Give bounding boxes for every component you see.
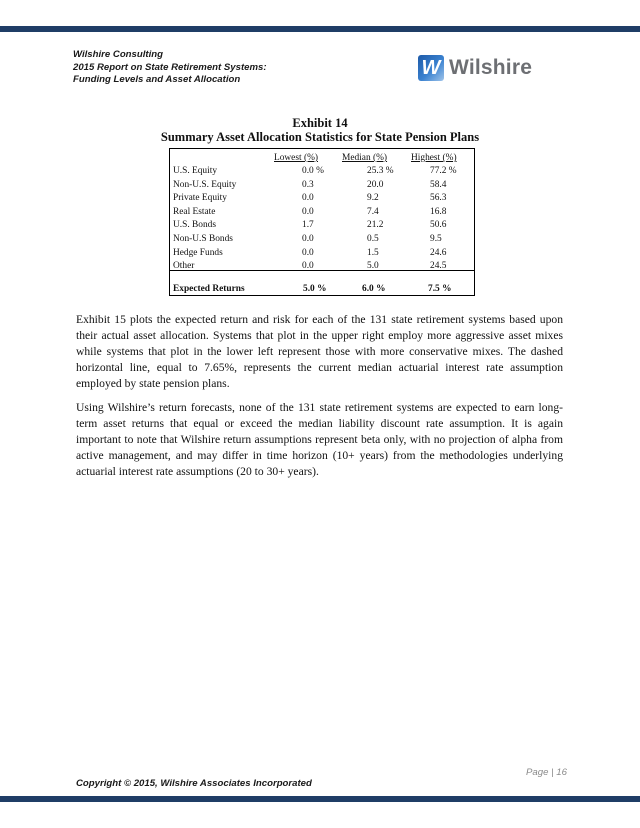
row-lowest: 0.0 xyxy=(302,206,314,217)
row-median: 20.0 xyxy=(367,179,384,190)
page-number: Page | 16 xyxy=(526,767,567,778)
row-median: 9.2 xyxy=(367,193,379,204)
row-lowest: 0.3 xyxy=(302,179,314,190)
row-label: U.S. Equity xyxy=(173,166,218,176)
row-highest: 9.5 xyxy=(430,234,442,244)
row-highest: 58.4 xyxy=(430,179,447,190)
row-highest: 56.3 xyxy=(430,193,447,204)
wilshire-logo-text: Wilshire xyxy=(449,56,533,79)
header-highest: Highest (%) xyxy=(411,153,457,163)
row-highest: 50.6 xyxy=(430,220,447,231)
row-median: 5.0 xyxy=(367,261,379,272)
top-rule xyxy=(0,26,640,32)
body-paragraph-1: Exhibit 15 plots the expected return and risk for each of the 131 state retirement systems based upon their actual asset allocation. Systems that plot in the upper right employ more aggressive asset mixes while systems that plot in the lower left represent those with more conservative mixes. The dashed horizontal line, equal to 7.65%, represents the current median actuarial interest rate assumption employed by state pension plans. xyxy=(76,313,563,390)
row-median: 1.5 xyxy=(367,247,379,258)
expected-returns-label: Expected Returns xyxy=(173,284,245,294)
copyright-notice: Copyright © 2015, Wilshire Associates Incorporated xyxy=(76,778,312,789)
row-median: 0.5 xyxy=(367,234,379,244)
header-lowest: Lowest (%) xyxy=(274,153,318,163)
table-divider xyxy=(170,270,474,271)
row-label: Other xyxy=(173,261,195,272)
row-label: Private Equity xyxy=(173,193,227,204)
wilshire-logo xyxy=(418,55,532,81)
row-lowest: 0.0 xyxy=(302,234,314,244)
wilshire-logo-icon: W xyxy=(418,55,444,81)
bottom-rule xyxy=(0,796,640,802)
body-paragraph-2: Using Wilshire’s return forecasts, none of the 131 state retirement systems are expected to earn long-term asset returns that equal or exceed the median liability discount rate assumption. It is again important to note that Wilshire return assumptions represent beta only, with no projection of alpha from active management, and may differ in time horizon (10+ years) from the methodologies underlying actuarial interest rate assumptions (20 to 30+ years). xyxy=(76,401,563,478)
row-lowest: 1.7 xyxy=(302,220,314,231)
header-line-report: 2015 Report on State Retirement Systems: xyxy=(73,61,267,73)
expected-returns-lowest: 5.0 % xyxy=(303,284,327,294)
header-line-company: Wilshire Consulting xyxy=(73,49,163,60)
expected-returns-median: 6.0 % xyxy=(362,284,386,294)
row-label: Non-U.S Bonds xyxy=(173,234,233,244)
row-label: U.S. Bonds xyxy=(173,220,216,231)
row-lowest: 0.0 xyxy=(302,247,314,258)
expected-returns-highest: 7.5 % xyxy=(428,284,452,294)
row-highest: 77.2 % xyxy=(430,166,457,176)
row-highest: 24.6 xyxy=(430,247,447,258)
document-header xyxy=(73,49,267,87)
row-median: 25.3 % xyxy=(367,166,394,176)
header-line-topic: Funding Levels and Asset Allocation xyxy=(73,74,241,85)
exhibit-subtitle: Summary Asset Allocation Statistics for State Pension Plans xyxy=(160,130,480,144)
header-median: Median (%) xyxy=(342,153,388,163)
row-median: 7.4 xyxy=(367,206,379,217)
row-lowest: 0.0 xyxy=(302,261,314,272)
row-highest: 24.5 xyxy=(430,261,447,272)
row-lowest: 0.0 % xyxy=(302,166,324,176)
asset-allocation-table xyxy=(169,148,475,296)
row-median: 21.2 xyxy=(367,220,384,231)
row-lowest: 0.0 xyxy=(302,193,314,204)
row-label: Hedge Funds xyxy=(173,247,223,258)
exhibit-title: Exhibit 14 xyxy=(292,116,348,130)
row-label: Non-U.S. Equity xyxy=(173,179,237,190)
row-highest: 16.8 xyxy=(430,206,447,217)
row-label: Real Estate xyxy=(173,206,216,217)
